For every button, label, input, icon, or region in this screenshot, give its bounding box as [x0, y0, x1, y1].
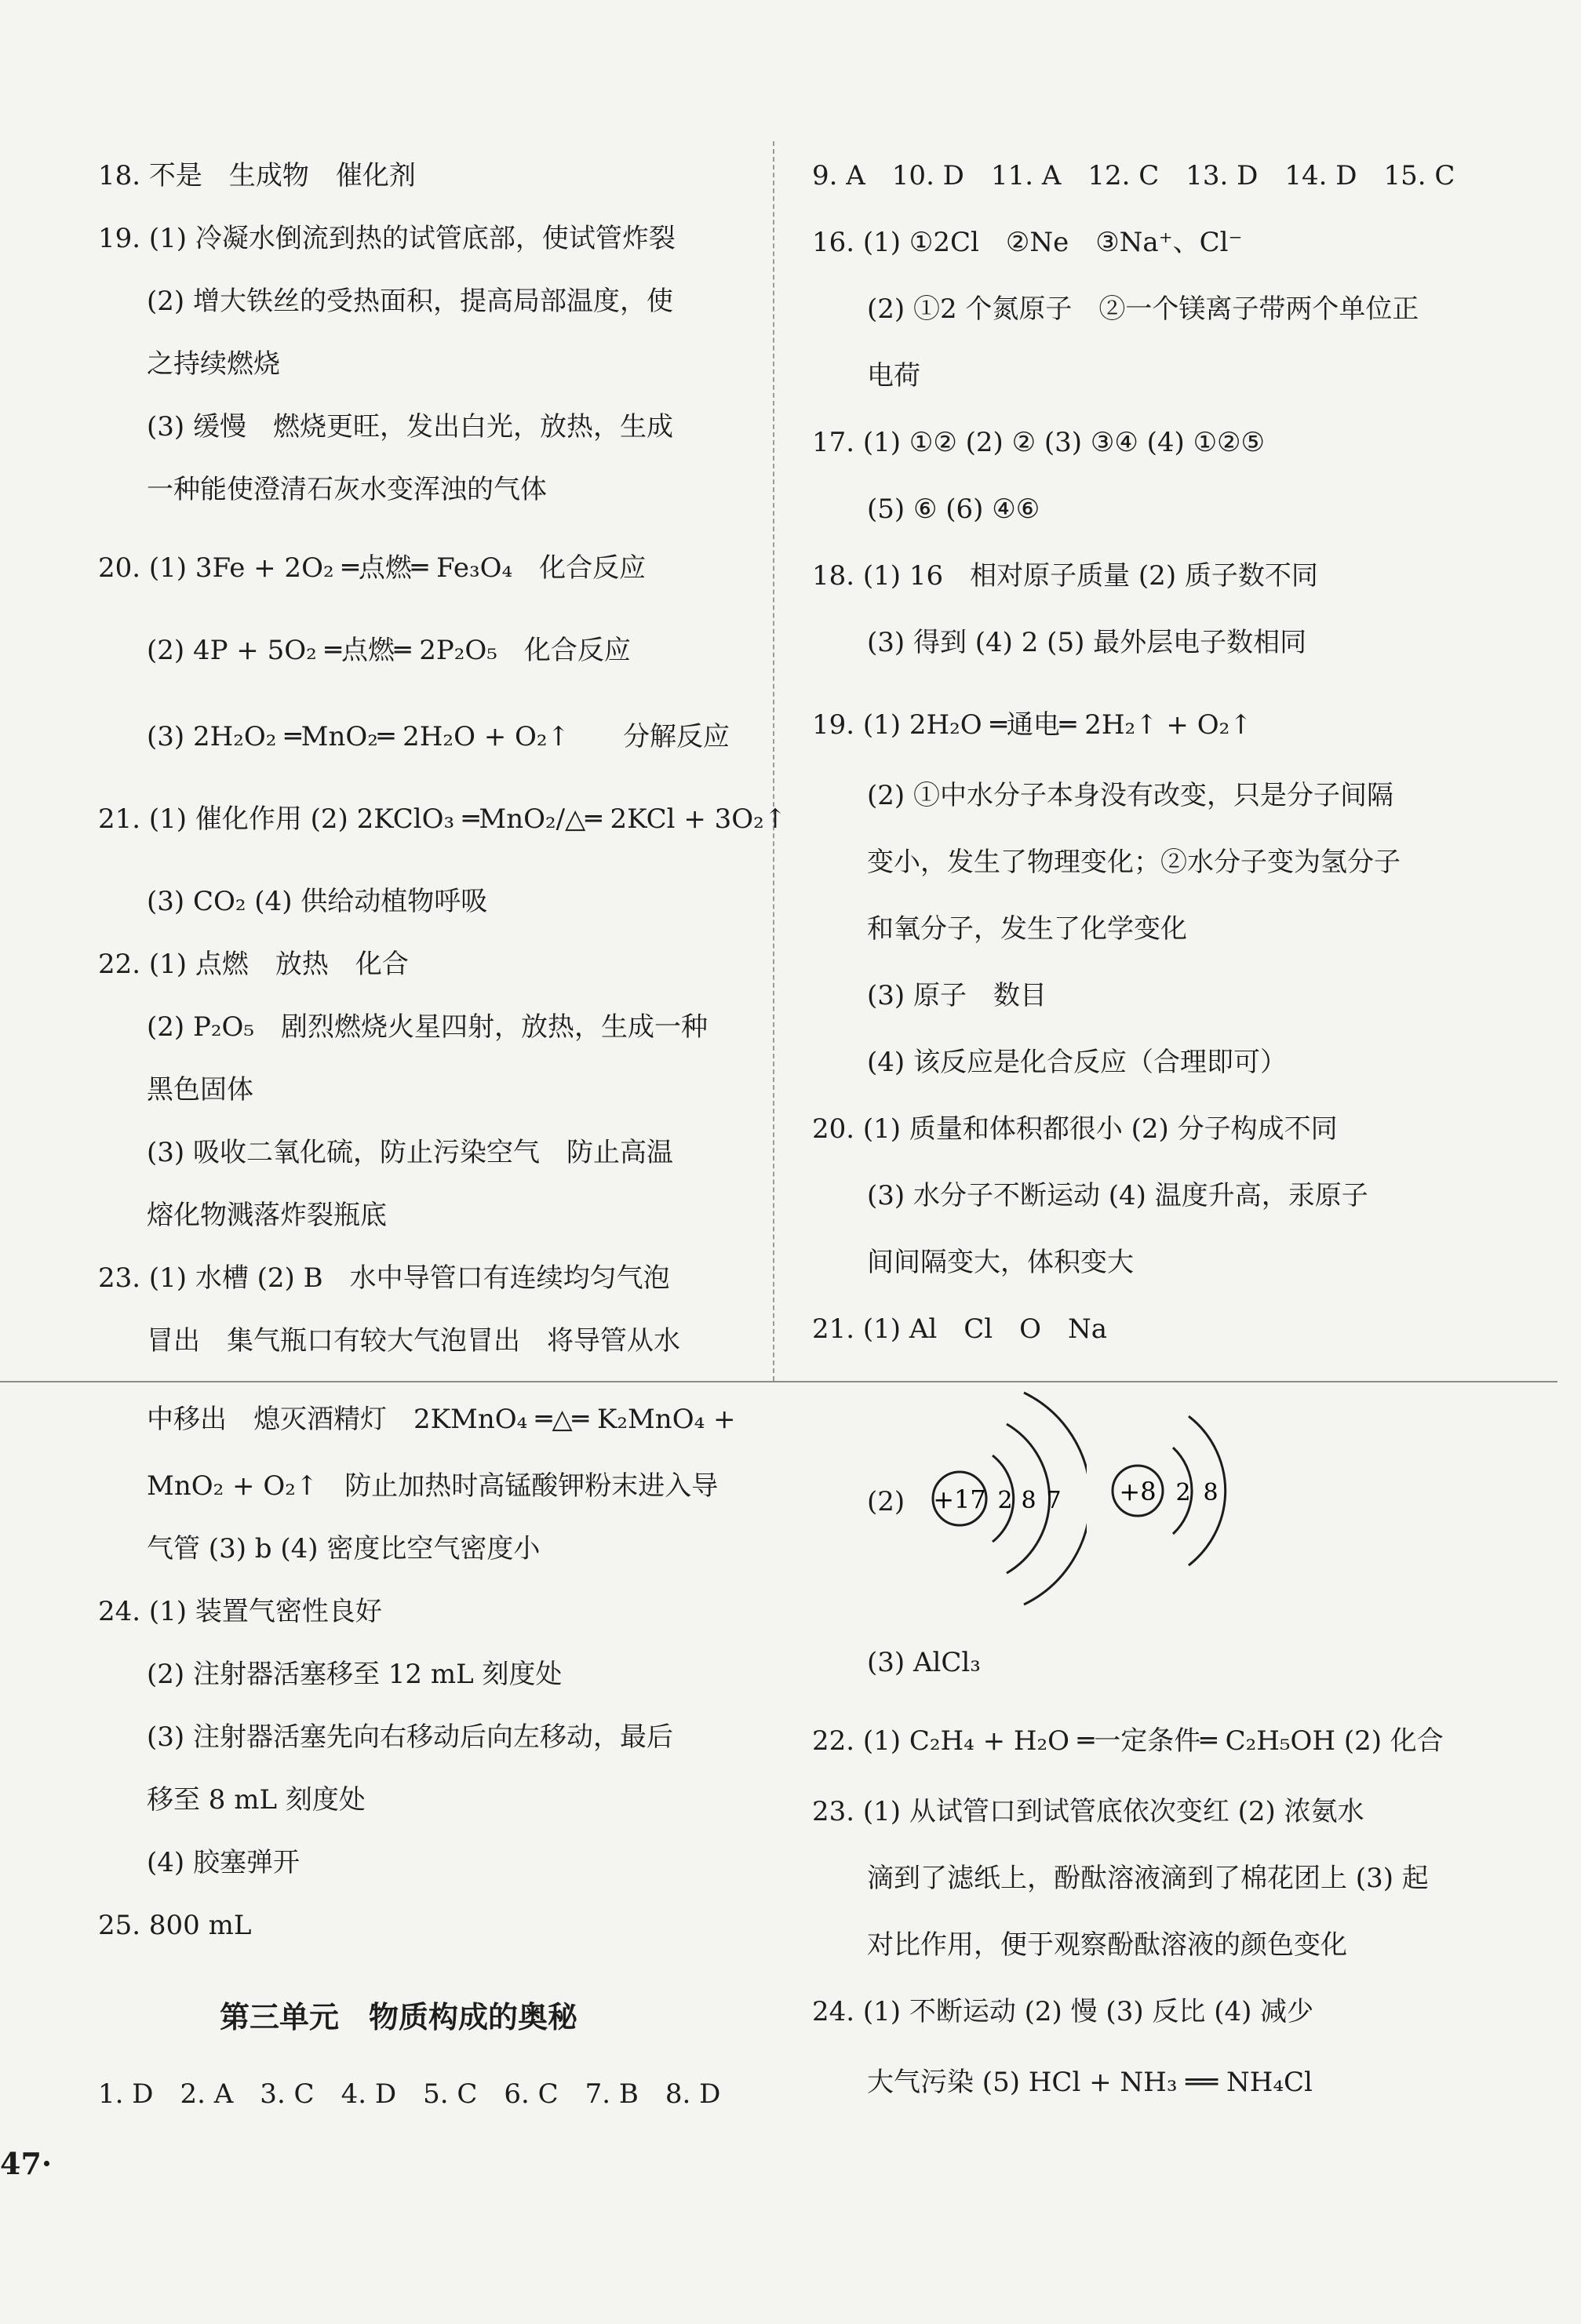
answer-line: 对比作用，便于观察酚酞溶液的颜色变化 — [867, 1929, 1347, 1961]
equation-line: 中移出 熄灭酒精灯 2KMnO₄ ═△═ K₂MnO₄ + — [147, 1404, 736, 1435]
answer-line: 气管 (3) b (4) 密度比空气密度小 — [147, 1533, 541, 1565]
answer-line: 18. (1) 16 相对原子质量 (2) 质子数不同 — [812, 560, 1318, 592]
cl-shell-count: 2 — [997, 1487, 1013, 1514]
answer-line: (2) 注射器活塞移至 12 mL 刻度处 — [147, 1659, 563, 1690]
chlorine-atom-diagram — [914, 1381, 1087, 1616]
page-number: 47· — [0, 2146, 53, 2181]
answer-line: (3) 缓慢 燃烧更旺，发出白光，放热，生成 — [147, 411, 673, 443]
answer-line: 16. (1) ①2Cl ②Ne ③Na⁺、Cl⁻ — [812, 227, 1243, 258]
answer-line: 黑色固体 — [147, 1074, 253, 1106]
answer-line: 22. (1) 点燃 放热 化合 — [98, 949, 409, 980]
equation-line: (2) 4P + 5O₂ ═点燃═ 2P₂O₅ 化合反应 — [147, 635, 631, 666]
page-fold-line — [0, 1381, 1557, 1382]
unit-title: 第三单元 物质构成的奥秘 — [220, 1999, 578, 2034]
answer-line: 电荷 — [867, 360, 920, 392]
answer-line: 18. 不是 生成物 催化剂 — [98, 160, 416, 191]
answer-line: 滴到了滤纸上，酚酞溶液滴到了棉花团上 (3) 起 — [867, 1863, 1429, 1894]
oxygen-atom-diagram — [1102, 1397, 1244, 1593]
answer-line: (2) 增大铁丝的受热面积，提高局部温度，使 — [147, 286, 673, 317]
o-nucleus-charge: +8 — [1119, 1477, 1157, 1506]
answer-line: (4) 胶塞弹开 — [147, 1847, 300, 1878]
equation-line: 19. (1) 2H₂O ═通电═ 2H₂↑ + O₂↑ — [812, 709, 1252, 741]
answer-line: (3) AlCl₃ — [867, 1647, 981, 1678]
answer-line: 17. (1) ①② (2) ② (3) ③④ (4) ①②⑤ — [812, 427, 1266, 458]
cl-shell-count: 7 — [1046, 1487, 1062, 1514]
answer-line: 和氧分子，发生了化学变化 — [867, 913, 1187, 945]
o-shell-count: 2 — [1175, 1479, 1191, 1506]
answer-line: (3) 得到 (4) 2 (5) 最外层电子数相同 — [867, 627, 1307, 658]
equation-line: (3) 2H₂O₂ ═MnO₂═ 2H₂O + O₂↑ 分解反应 — [147, 721, 730, 752]
answer-line: (5) ⑥ (6) ④⑥ — [867, 494, 1040, 525]
answer-line: 9. A 10. D 11. A 12. C 13. D 14. D 15. C — [812, 160, 1455, 191]
answer-line: MnO₂ + O₂↑ 防止加热时高锰酸钾粉末进入导 — [147, 1470, 719, 1502]
answer-line: 变小，发生了物理变化；②水分子变为氢分子 — [867, 847, 1401, 878]
answer-line: 23. (1) 从试管口到试管底依次变红 (2) 浓氨水 — [812, 1796, 1364, 1827]
equation-line: 大气污染 (5) HCl + NH₃ ══ NH₄Cl — [867, 2067, 1313, 2098]
answer-line: (2) — [867, 1486, 905, 1517]
answer-line: 冒出 集气瓶口有较大气泡冒出 将导管从水 — [147, 1325, 680, 1357]
answer-line: 24. (1) 不断运动 (2) 慢 (3) 反比 (4) 减少 — [812, 1996, 1314, 2027]
answer-line: 23. (1) 水槽 (2) B 水中导管口有连续均匀气泡 — [98, 1262, 670, 1294]
answer-line: 熔化物溅落炸裂瓶底 — [147, 1200, 387, 1231]
answer-line: 24. (1) 装置气密性良好 — [98, 1596, 382, 1627]
cl-shell-count: 8 — [1021, 1487, 1036, 1514]
answer-line: (4) 该反应是化合反应（合理即可） — [867, 1047, 1287, 1078]
answer-line: 1. D 2. A 3. C 4. D 5. C 6. C 7. B 8. D — [98, 2078, 721, 2110]
answer-line: (3) 原子 数目 — [867, 980, 1047, 1011]
o-shell-count: 8 — [1203, 1479, 1219, 1506]
answer-line: 移至 8 mL 刻度处 — [147, 1784, 366, 1816]
equation-line: 22. (1) C₂H₄ + H₂O ═一定条件═ C₂H₅OH (2) 化合 — [812, 1725, 1444, 1757]
answer-line: (2) P₂O₅ 剧烈燃烧火星四射，放热，生成一种 — [147, 1011, 708, 1043]
answer-line: 19. (1) 冷凝水倒流到热的试管底部，使试管炸裂 — [98, 223, 676, 254]
equation-line: 21. (1) 催化作用 (2) 2KClO₃ ═MnO₂/△═ 2KCl + 3O₂↑ — [98, 803, 787, 835]
answer-line: (3) CO₂ (4) 供给动植物呼吸 — [147, 886, 488, 917]
cl-nucleus-charge: +17 — [933, 1484, 986, 1514]
column-divider — [773, 141, 774, 1381]
answer-line: 之持续燃烧 — [147, 348, 280, 380]
answer-line: (3) 注射器活塞先向右移动后向左移动，最后 — [147, 1721, 673, 1753]
equation-line: 20. (1) 3Fe + 2O₂ ═点燃═ Fe₃O₄ 化合反应 — [98, 552, 647, 584]
answer-line: 一种能使澄清石灰水变浑浊的气体 — [147, 474, 547, 505]
answer-line: (3) 水分子不断运动 (4) 温度升高，汞原子 — [867, 1180, 1368, 1211]
answer-line: 21. (1) Al Cl O Na — [812, 1313, 1108, 1345]
answer-line: 间间隔变大，体积变大 — [867, 1247, 1134, 1278]
answer-line: 25. 800 mL — [98, 1910, 252, 1941]
answer-line: 20. (1) 质量和体积都很小 (2) 分子构成不同 — [812, 1113, 1338, 1145]
answer-line: (2) ①2 个氮原子 ②一个镁离子带两个单位正 — [867, 293, 1419, 325]
answer-line: (3) 吸收二氧化硫，防止污染空气 防止高温 — [147, 1137, 673, 1168]
answer-line: (2) ①中水分子本身没有改变，只是分子间隔 — [867, 780, 1393, 811]
